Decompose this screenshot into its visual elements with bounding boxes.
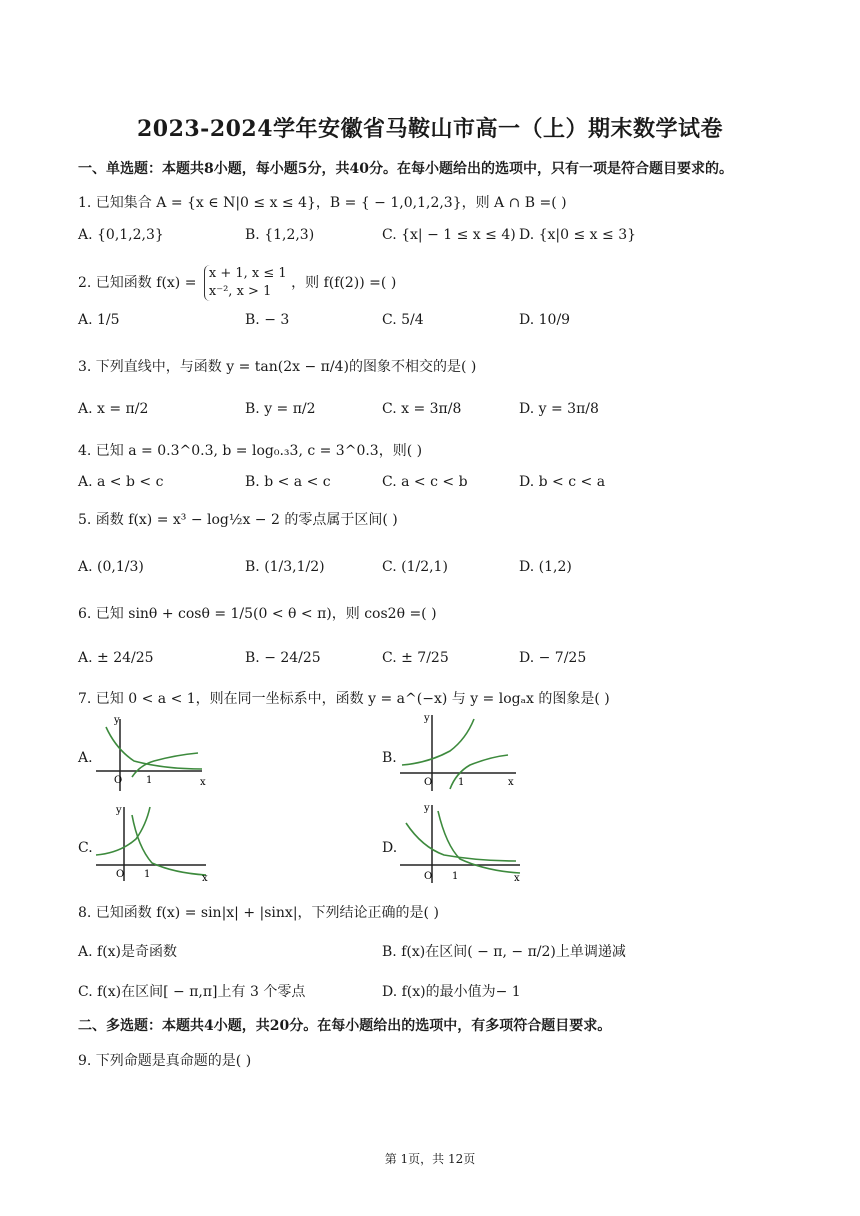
q1-option-b[interactable]: B. {1,2,3) <box>245 227 315 243</box>
question-9-stem: 9. 下列命题是真命题的是( ) <box>78 1053 252 1069</box>
origin-label: O <box>424 777 433 788</box>
log-curve <box>132 815 206 875</box>
log-curve <box>132 753 198 777</box>
axis-y-label: y <box>116 805 122 816</box>
tick-one-label: 1 <box>146 775 153 786</box>
tick-one-label: 1 <box>452 871 459 882</box>
piecewise-case-1: x + 1, x ≤ 1 <box>208 266 287 281</box>
q4-option-a[interactable]: A. a < b < c <box>78 474 164 490</box>
page-footer: 第 1页，共 12页 <box>384 1152 476 1166</box>
question-1-stem: 1. 已知集合 A = {x ∈ N|0 ≤ x ≤ 4}，B = { − 1,0,1,2,3}，则 A ∩ B =( ) <box>78 195 567 211</box>
q4-option-b[interactable]: B. b < a < c <box>245 474 331 490</box>
axis-y-label: y <box>114 715 120 726</box>
exp-curve <box>402 719 474 765</box>
piecewise-brace <box>204 265 287 301</box>
q5-option-a[interactable]: A. (0,1/3) <box>78 559 144 575</box>
section-heading-single-choice: 一、单选题：本题共8小题，每小题5分，共40分。在每小题给出的选项中，只有一项是符合题目要求的。 <box>78 161 733 177</box>
q7-option-b[interactable]: B. <box>382 750 397 766</box>
exp-curve <box>406 823 516 861</box>
question-6-stem: 6. 已知 sinθ + cosθ = 1/5(0 < θ < π)，则 cos2θ =( ) <box>78 606 437 622</box>
q4-option-c[interactable]: C. a < c < b <box>382 474 468 490</box>
q3-option-b[interactable]: B. y = π/2 <box>245 401 316 417</box>
q6-option-c[interactable]: C. ± 7/25 <box>382 650 449 666</box>
origin-label: O <box>114 775 123 786</box>
q5-option-c[interactable]: C. (1/2,1) <box>382 559 448 575</box>
q1-option-a[interactable]: A. {0,1,2,3} <box>78 227 164 243</box>
q8-option-c[interactable]: C. f(x)在区间[ − π,π]上有 3 个零点 <box>78 984 306 1000</box>
piecewise-case-2: x⁻², x > 1 <box>208 284 272 299</box>
q3-option-d[interactable]: D. y = 3π/8 <box>519 401 599 417</box>
axis-x-label: x <box>202 873 208 883</box>
axis-y-label: y <box>424 713 430 724</box>
q6-option-b[interactable]: B. − 24/25 <box>245 650 321 666</box>
origin-label: O <box>424 871 433 882</box>
question-4-stem: 4. 已知 a = 0.3^0.3, b = log₀.₃3, c = 3^0.3，则( ) <box>78 443 423 459</box>
axis-y-label: y <box>424 803 430 814</box>
q7-option-d[interactable]: D. <box>382 840 398 856</box>
q5-option-d[interactable]: D. (1,2) <box>519 559 572 575</box>
q2-option-a[interactable]: A. 1/5 <box>78 312 120 328</box>
page-title: 2023-2024学年安徽省马鞍山市高一（上）期末数学试卷 <box>136 116 724 142</box>
section-heading-multi-choice: 二、多选题：本题共4小题，共20分。在每小题给出的选项中，有多项符合题目要求。 <box>78 1018 612 1034</box>
q7-graph-a[interactable] <box>94 713 212 793</box>
q7-graph-c[interactable] <box>94 803 212 883</box>
q2-option-c[interactable]: C. 5/4 <box>382 312 424 328</box>
q7-option-c[interactable]: C. <box>78 840 93 856</box>
q8-option-d[interactable]: D. f(x)的最小值为− 1 <box>382 984 521 1000</box>
axis-x-label: x <box>508 777 514 788</box>
q7-graph-d[interactable] <box>398 801 526 885</box>
axis-x-label: x <box>514 873 520 884</box>
origin-label: O <box>116 869 125 880</box>
tick-one-label: 1 <box>144 869 151 880</box>
q8-option-a[interactable]: A. f(x)是奇函数 <box>78 944 178 960</box>
q6-option-a[interactable]: A. ± 24/25 <box>78 650 154 666</box>
question-3-stem: 3. 下列直线中，与函数 y = tan(2x − π/4)的图象不相交的是( ) <box>78 359 477 375</box>
q2-stem-prefix: 2. 已知函数 f(x) = <box>78 275 197 291</box>
q3-option-a[interactable]: A. x = π/2 <box>78 401 149 417</box>
q3-option-c[interactable]: C. x = 3π/8 <box>382 401 462 417</box>
axis-x-label: x <box>200 777 206 788</box>
q2-option-d[interactable]: D. 10/9 <box>519 312 571 328</box>
q1-option-c[interactable]: C. {x| − 1 ≤ x ≤ 4) <box>382 227 516 243</box>
q1-option-d[interactable]: D. {x|0 ≤ x ≤ 3} <box>519 227 637 243</box>
question-8-stem: 8. 已知函数 f(x) = sin|x| + |sinx|，下列结论正确的是( ) <box>78 905 439 921</box>
q2-stem-suffix: ，则 f(f(2)) =( ) <box>291 275 397 291</box>
tick-one-label: 1 <box>458 777 465 788</box>
question-2-stem <box>78 265 396 301</box>
log-curve <box>438 811 520 873</box>
q4-option-d[interactable]: D. b < c < a <box>519 474 606 490</box>
q2-option-b[interactable]: B. − 3 <box>245 312 290 328</box>
question-7-stem: 7. 已知 0 < a < 1，则在同一坐标系中，函数 y = a^(−x) 与 y = logₐx 的图象是( ) <box>78 691 610 707</box>
q5-option-b[interactable]: B. (1/3,1/2) <box>245 559 325 575</box>
question-5-stem: 5. 函数 f(x) = x³ − log½x − 2 的零点属于区间( ) <box>78 512 398 528</box>
q6-option-d[interactable]: D. − 7/25 <box>519 650 587 666</box>
q7-graph-b[interactable] <box>398 711 522 793</box>
q8-option-b[interactable]: B. f(x)在区间( − π, − π/2)上单调递减 <box>382 944 626 960</box>
q7-option-a[interactable]: A. <box>78 750 93 766</box>
